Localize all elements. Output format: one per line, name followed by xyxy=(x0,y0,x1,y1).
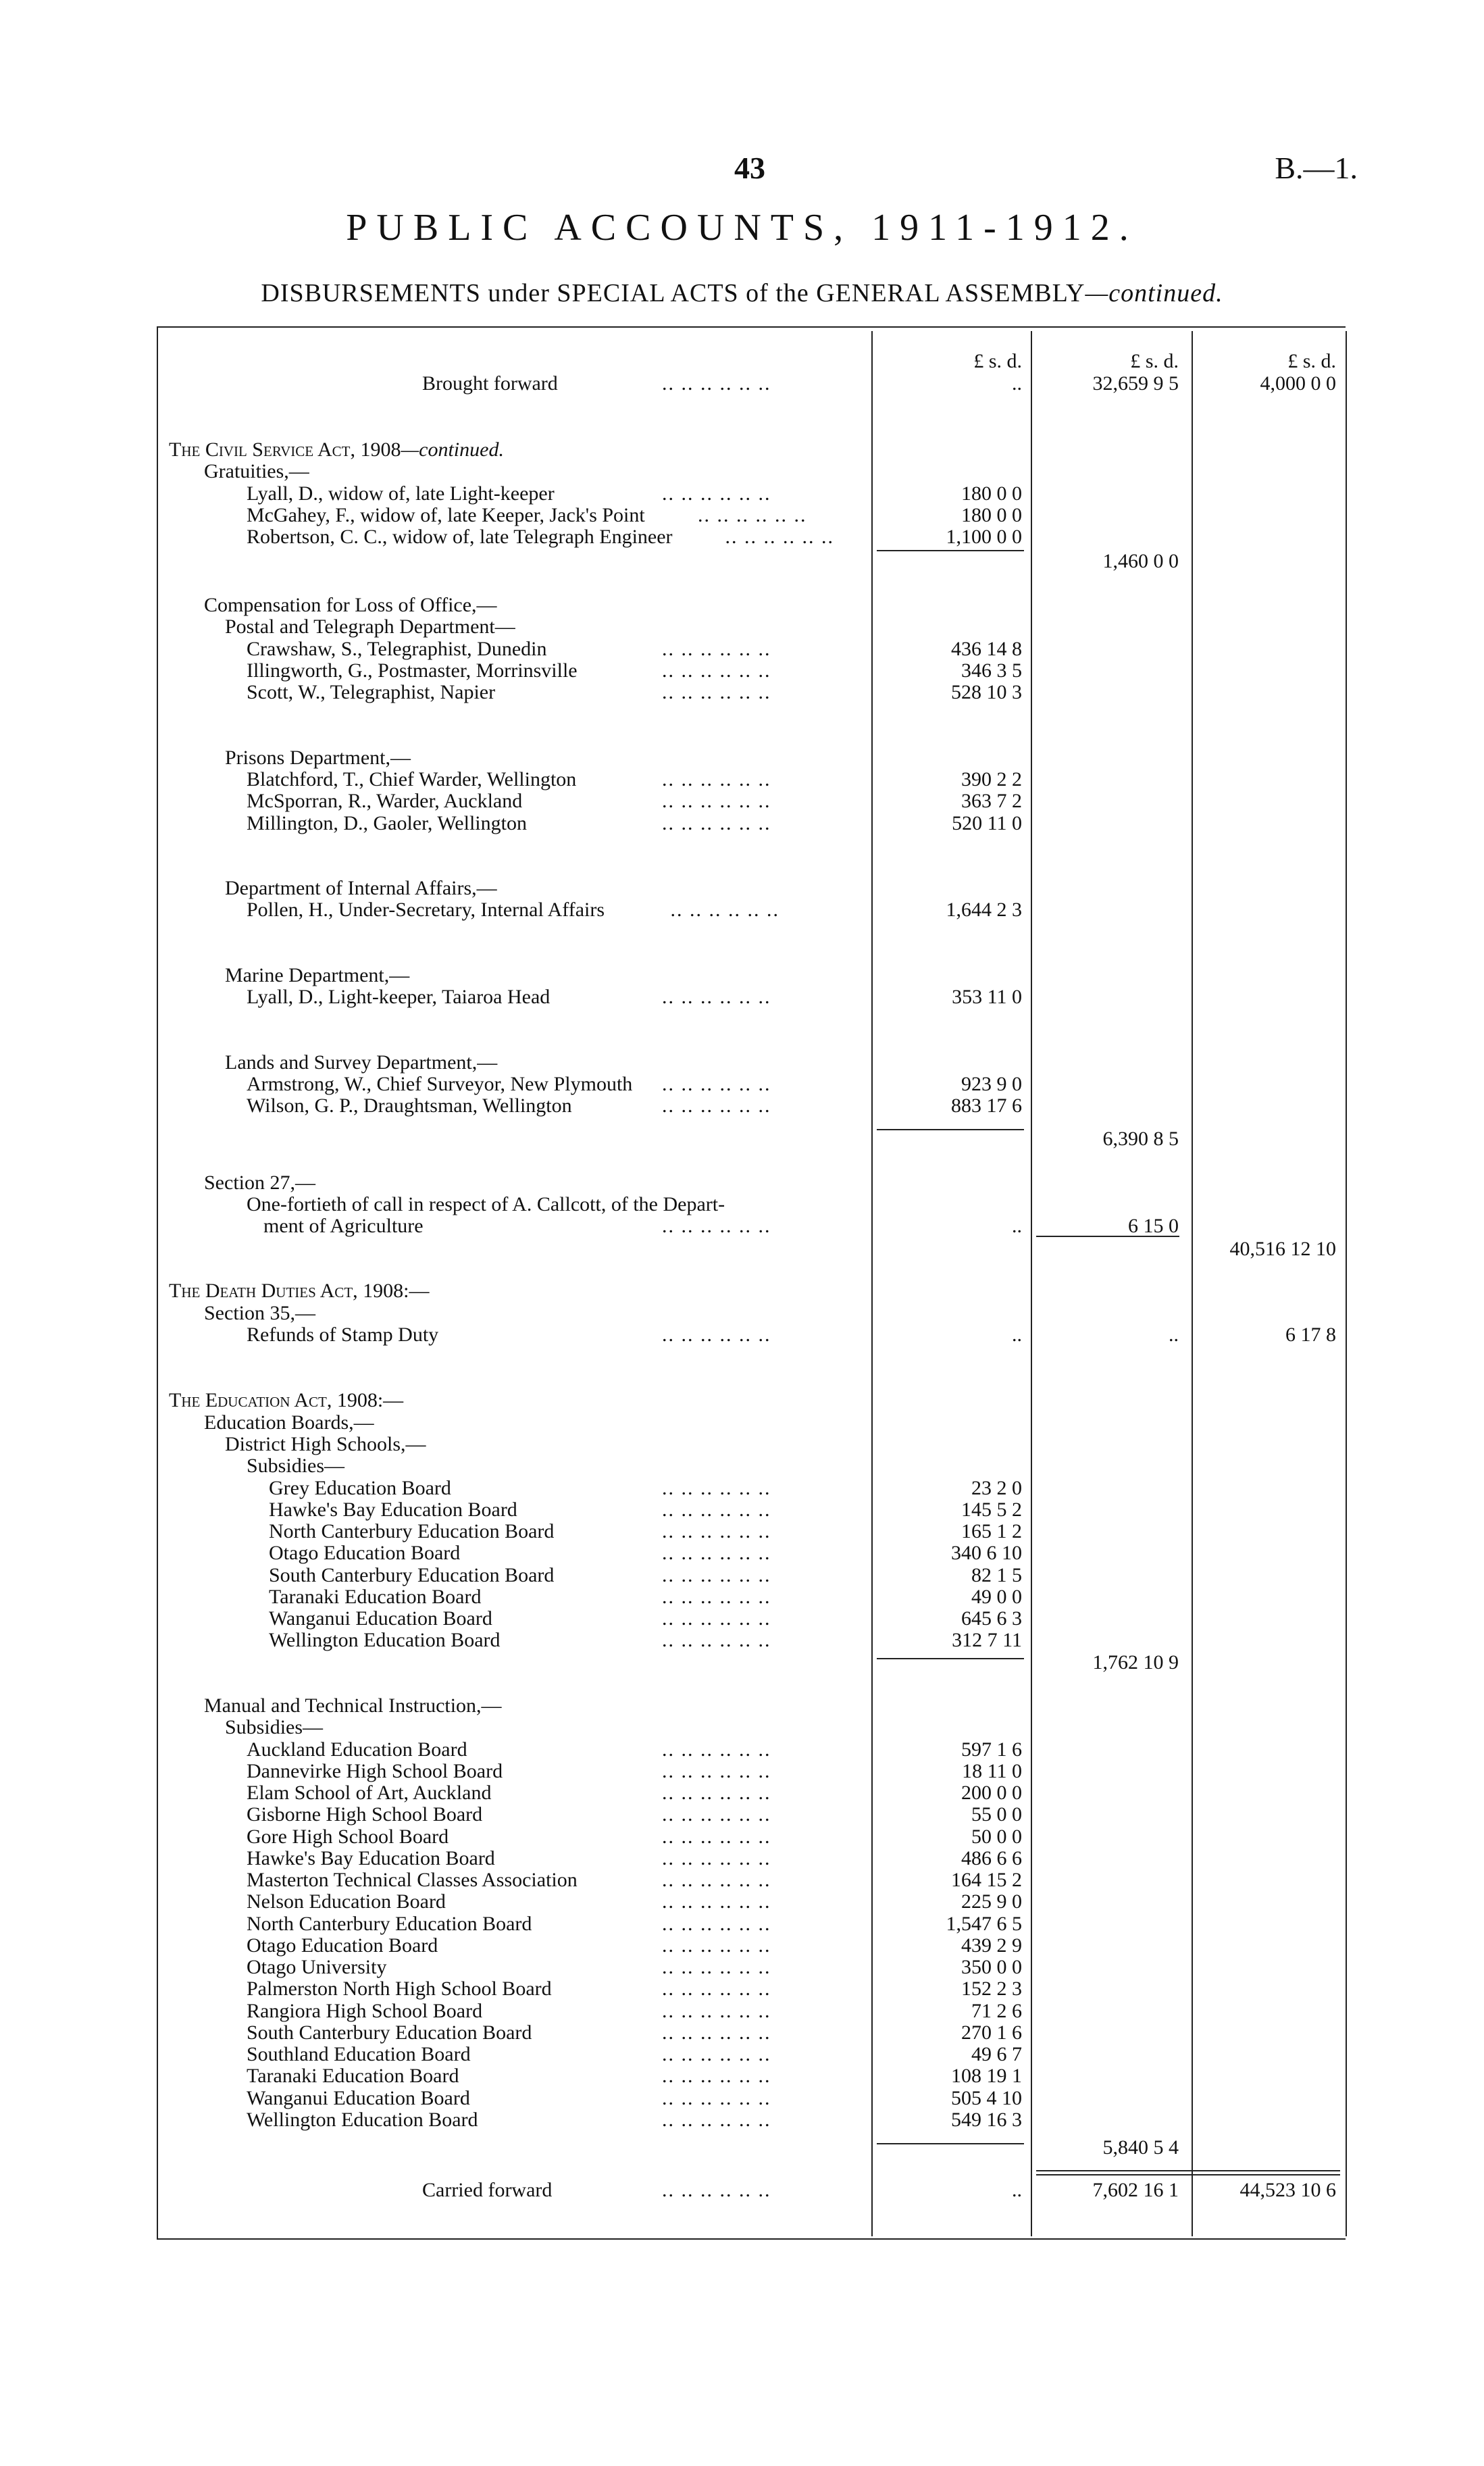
leader-dots: .. .. .. .. .. .. xyxy=(662,2109,771,2131)
subtitle-main: DISBURSEMENTS under SPECIAL ACTS of the GENERAL ASSEMBLY xyxy=(261,279,1085,307)
leader-dots: .. .. .. .. .. .. xyxy=(662,2001,771,2022)
row-label: Crawshaw, S., Telegraphist, Dunedin xyxy=(247,638,547,660)
amount-c1: 49 6 7 xyxy=(971,2043,1022,2065)
row-label: McGahey, F., widow of, late Keeper, Jack's Point xyxy=(247,504,645,526)
amount-c1: 55 0 0 xyxy=(971,1803,1022,1826)
row-label: Elam School of Art, Auckland xyxy=(247,1782,492,1804)
amount-c3: 40,516 12 10 xyxy=(1229,1238,1336,1260)
leader-dots: .. .. .. .. .. .. xyxy=(662,1935,771,1957)
leader-dots: .. .. .. .. .. .. xyxy=(662,1804,771,1826)
table-row xyxy=(0,373,1484,395)
table-row xyxy=(0,1630,1484,1651)
table-top-rule xyxy=(157,326,1346,328)
leader-dots: .. .. .. .. .. .. xyxy=(662,1739,771,1761)
table-row xyxy=(0,2065,1484,2087)
leader-dots: .. .. .. .. .. .. xyxy=(662,1957,771,1978)
table-row xyxy=(0,1074,1484,1095)
amount-c1: 350 0 0 xyxy=(961,1956,1022,1978)
row-label: Education Boards,— xyxy=(204,1411,374,1434)
col3-header: £ s. d. xyxy=(1287,350,1336,372)
leader-dots: .. .. .. .. .. .. xyxy=(662,1521,771,1542)
amount-c2: 1,460 0 0 xyxy=(1102,550,1179,572)
amount-c1: 200 0 0 xyxy=(961,1782,1022,1804)
leader-dots: .. .. .. .. .. .. xyxy=(662,1978,771,2000)
table-row xyxy=(0,660,1484,682)
leader-dots: .. .. .. .. .. .. xyxy=(662,1891,771,1913)
row-label: South Canterbury Education Board xyxy=(247,2021,532,2044)
row-label: Armstrong, W., Chief Surveyor, New Plymouth xyxy=(247,1073,633,1095)
table-row xyxy=(0,878,1484,899)
amount-c2: 5,840 5 4 xyxy=(1102,2136,1179,2159)
amount-c1: .. xyxy=(1012,372,1022,395)
table-row xyxy=(0,1608,1484,1630)
table-row xyxy=(0,1215,1484,1237)
table-row xyxy=(0,1717,1484,1738)
row-label: Subsidies— xyxy=(247,1455,345,1477)
row-label: Otago Education Board xyxy=(247,1934,438,1957)
table-row xyxy=(0,526,1484,548)
row-label: Wilson, G. P., Draughtsman, Wellington xyxy=(247,1094,572,1117)
table-row xyxy=(0,595,1484,616)
amount-c1: 71 2 6 xyxy=(971,2000,1022,2022)
row-label: Lyall, D., widow of, late Light-keeper xyxy=(247,482,555,505)
leader-dots: .. .. .. .. .. .. xyxy=(662,483,771,505)
table-row xyxy=(0,1978,1484,2000)
table-row xyxy=(0,1280,1484,1302)
table-row xyxy=(0,2001,1484,2022)
leader-dots: .. .. .. .. .. .. xyxy=(662,769,771,790)
table-row xyxy=(0,1521,1484,1542)
row-label: The Civil Service Act, 1908—continued. xyxy=(169,438,504,461)
leader-dots: .. .. .. .. .. .. xyxy=(662,1074,771,1095)
leader-dots: .. .. .. .. .. .. xyxy=(662,1478,771,1499)
table-row xyxy=(0,616,1484,638)
amount-c1: 520 11 0 xyxy=(952,812,1022,834)
col2-header: £ s. d. xyxy=(1130,350,1179,372)
row-label: Pollen, H., Under-Secretary, Internal Affairs xyxy=(247,899,605,921)
row-label: Rangiora High School Board xyxy=(247,2000,483,2022)
leader-dots: .. .. .. .. .. .. xyxy=(662,986,771,1008)
table-row xyxy=(0,1455,1484,1477)
table-row xyxy=(0,1095,1484,1117)
table-row xyxy=(0,1695,1484,1717)
amount-c3: 4,000 0 0 xyxy=(1260,372,1336,395)
row-label: Robertson, C. C., widow of, late Telegraph Engineer xyxy=(247,526,673,548)
table-row xyxy=(0,551,1484,572)
amount-c1: 180 0 0 xyxy=(961,482,1022,505)
table-row xyxy=(0,899,1484,921)
leader-dots: .. .. .. .. .. .. xyxy=(662,1869,771,1891)
row-label: Illingworth, G., Postmaster, Morrinsville xyxy=(247,659,578,682)
amount-c1: 164 15 2 xyxy=(951,1869,1022,1891)
row-label: Auckland Education Board xyxy=(247,1738,467,1761)
amount-c1: 49 0 0 xyxy=(971,1586,1022,1608)
row-label: North Canterbury Education Board xyxy=(247,1913,532,1935)
table-row xyxy=(0,1782,1484,1804)
table-row xyxy=(0,1052,1484,1074)
amount-c2: 7,602 16 1 xyxy=(1092,2179,1179,2201)
leader-dots: .. .. .. .. .. .. xyxy=(662,682,771,703)
row-label: One-fortieth of call in respect of A. Callcott, of the Depart- xyxy=(247,1193,725,1215)
amount-c1: 225 9 0 xyxy=(961,1890,1022,1913)
leader-dots: .. .. .. .. .. .. xyxy=(662,638,771,660)
amount-c1: 549 16 3 xyxy=(951,2109,1022,2131)
row-label: Blatchford, T., Chief Warder, Wellington xyxy=(247,768,577,790)
total-rule xyxy=(1036,2174,1340,2175)
amount-c1: 390 2 2 xyxy=(961,768,1022,790)
row-label: Otago Education Board xyxy=(269,1542,461,1564)
row-label: Masterton Technical Classes Association xyxy=(247,1869,578,1891)
leader-dots: .. .. .. .. .. .. xyxy=(662,1542,771,1564)
table-row xyxy=(0,813,1484,834)
leader-dots: .. .. .. .. .. .. xyxy=(662,1565,771,1586)
amount-c1: 23 2 0 xyxy=(971,1477,1022,1499)
row-label: Hawke's Bay Education Board xyxy=(269,1499,517,1521)
amount-c1: 50 0 0 xyxy=(971,1826,1022,1848)
leader-dots: .. .. .. .. .. .. xyxy=(670,899,779,921)
table-row xyxy=(0,1804,1484,1826)
amount-c1: 165 1 2 xyxy=(961,1520,1022,1542)
amount-c1: 486 6 6 xyxy=(961,1847,1022,1869)
table-row xyxy=(0,1478,1484,1499)
row-label: Scott, W., Telegraphist, Napier xyxy=(247,681,496,703)
amount-c2: .. xyxy=(1169,1324,1179,1346)
leader-dots: .. .. .. .. .. .. xyxy=(662,2065,771,2087)
page-number: 43 xyxy=(734,151,765,185)
table-row xyxy=(0,2137,1484,2159)
amount-c1: 145 5 2 xyxy=(961,1499,1022,1521)
leader-dots: .. .. .. .. .. .. xyxy=(662,2088,771,2109)
table-row xyxy=(0,769,1484,790)
table-row xyxy=(0,1390,1484,1411)
table-row xyxy=(0,1565,1484,1586)
leader-dots: .. .. .. .. .. .. xyxy=(662,660,771,682)
row-label: The Education Act, 1908:— xyxy=(169,1389,404,1411)
table-row xyxy=(0,2088,1484,2109)
table-row xyxy=(0,1761,1484,1782)
table-row xyxy=(0,1412,1484,1434)
leader-dots: .. .. .. .. .. .. xyxy=(662,1324,771,1346)
leader-dots: .. .. .. .. .. .. xyxy=(662,2044,771,2065)
table-row xyxy=(0,2109,1484,2131)
row-label: District High Schools,— xyxy=(225,1433,426,1455)
table-row xyxy=(0,1869,1484,1891)
table-row xyxy=(0,1324,1484,1346)
amount-c1: 505 4 10 xyxy=(951,2087,1022,2109)
row-label: North Canterbury Education Board xyxy=(269,1520,555,1542)
leader-dots: .. .. .. .. .. .. xyxy=(662,790,771,812)
row-label: Gore High School Board xyxy=(247,1826,449,1848)
table-row xyxy=(0,1194,1484,1215)
row-label: Otago University xyxy=(247,1956,387,1978)
leader-dots: .. .. .. .. .. .. xyxy=(662,1848,771,1869)
row-label: Compensation for Loss of Office,— xyxy=(204,594,497,616)
table-row xyxy=(0,1739,1484,1761)
amount-c2: 1,762 10 9 xyxy=(1092,1651,1179,1674)
leader-dots: .. .. .. .. .. .. xyxy=(662,2022,771,2044)
amount-c1: 883 17 6 xyxy=(951,1094,1022,1117)
amount-c3: 6 17 8 xyxy=(1285,1324,1336,1346)
row-label: Wellington Education Board xyxy=(247,2109,478,2131)
table-row xyxy=(0,439,1484,461)
table-row xyxy=(0,1434,1484,1455)
total-rule xyxy=(1036,2170,1340,2171)
row-label: Manual and Technical Instruction,— xyxy=(204,1694,502,1717)
table-row xyxy=(0,1499,1484,1521)
row-label: Refunds of Stamp Duty xyxy=(247,1324,439,1346)
leader-dots: .. .. .. .. .. .. xyxy=(662,1913,771,1935)
row-label: ment of Agriculture xyxy=(263,1215,424,1237)
table-row xyxy=(0,747,1484,769)
row-label: Section 27,— xyxy=(204,1172,315,1194)
amount-c1: 152 2 3 xyxy=(961,1978,1022,2000)
amount-c1: 340 6 10 xyxy=(951,1542,1022,1564)
row-label: Section 35,— xyxy=(204,1302,315,1324)
leader-dots: .. .. .. .. .. .. xyxy=(662,1608,771,1630)
row-label: Gratuities,— xyxy=(204,460,309,482)
leader-dots: .. .. .. .. .. .. xyxy=(662,1761,771,1782)
row-label: Subsidies— xyxy=(225,1716,324,1738)
amount-c1: .. xyxy=(1012,2179,1022,2201)
table-row xyxy=(0,986,1484,1008)
table-subtitle xyxy=(0,278,1484,308)
table-row xyxy=(0,1957,1484,1978)
col1-header: £ s. d. xyxy=(973,350,1022,372)
table-row xyxy=(0,1826,1484,1848)
row-label: Wanganui Education Board xyxy=(247,2087,470,2109)
amount-c1: 436 14 8 xyxy=(951,638,1022,660)
table-row xyxy=(0,682,1484,703)
leader-dots: .. .. .. .. .. .. xyxy=(725,526,834,548)
row-label: Gisborne High School Board xyxy=(247,1803,483,1826)
row-label: Wellington Education Board xyxy=(269,1629,501,1651)
row-label: Dannevirke High School Board xyxy=(247,1760,503,1782)
row-label: Marine Department,— xyxy=(225,964,410,986)
table-row xyxy=(0,790,1484,812)
row-label: Palmerston North High School Board xyxy=(247,1978,552,2000)
row-label: Grey Education Board xyxy=(269,1477,451,1499)
leader-dots: .. .. .. .. .. .. xyxy=(662,1586,771,1608)
leader-dots: .. .. .. .. .. .. xyxy=(662,813,771,834)
table-row xyxy=(0,638,1484,660)
table-row xyxy=(0,1128,1484,1150)
amount-c1: 82 1 5 xyxy=(971,1564,1022,1586)
row-label: Southland Education Board xyxy=(247,2043,471,2065)
row-label: Nelson Education Board xyxy=(247,1890,446,1913)
table-row xyxy=(0,1303,1484,1324)
amount-c1: 1,547 6 5 xyxy=(946,1913,1022,1935)
row-label: Taranaki Education Board xyxy=(269,1586,482,1608)
amount-c1: 346 3 5 xyxy=(961,659,1022,682)
amount-c1: 18 11 0 xyxy=(962,1760,1022,1782)
table-row xyxy=(0,1913,1484,1935)
table-row xyxy=(0,1652,1484,1674)
page-title: PUBLIC ACCOUNTS, 1911-1912. xyxy=(346,207,1138,249)
leader-dots: .. .. .. .. .. .. xyxy=(662,1215,771,1237)
leader-dots: .. .. .. .. .. .. xyxy=(662,1826,771,1848)
amount-c3: 44,523 10 6 xyxy=(1239,2179,1336,2201)
row-label: Lyall, D., Light-keeper, Taiaroa Head xyxy=(247,986,551,1008)
table-row xyxy=(0,1891,1484,1913)
table-bottom-rule xyxy=(157,2238,1346,2240)
row-label: Prisons Department,— xyxy=(225,747,411,769)
table-row xyxy=(0,1238,1484,1260)
leader-dots: .. .. .. .. .. .. xyxy=(698,505,807,526)
leader-dots: .. .. .. .. .. .. xyxy=(662,2180,771,2201)
amount-c1: 1,644 2 3 xyxy=(946,899,1022,921)
row-label: Postal and Telegraph Department— xyxy=(225,615,515,638)
leader-dots: .. .. .. .. .. .. xyxy=(662,1499,771,1521)
table-row xyxy=(0,505,1484,526)
leader-dots: .. .. .. .. .. .. xyxy=(662,1095,771,1117)
amount-c1: 439 2 9 xyxy=(961,1934,1022,1957)
amount-c1: 645 6 3 xyxy=(961,1607,1022,1630)
amount-c2: 6 15 0 xyxy=(1128,1215,1179,1237)
table-row xyxy=(0,483,1484,505)
table-row xyxy=(0,965,1484,986)
row-label: South Canterbury Education Board xyxy=(269,1564,555,1586)
amount-c1: 353 11 0 xyxy=(952,986,1022,1008)
amount-c2: 6,390 8 5 xyxy=(1102,1128,1179,1150)
leader-dots: .. .. .. .. .. .. xyxy=(662,373,771,395)
amount-c1: .. xyxy=(1012,1215,1022,1237)
row-label: McSporran, R., Warder, Auckland xyxy=(247,790,523,812)
amount-c1: 363 7 2 xyxy=(961,790,1022,812)
table-row xyxy=(0,1935,1484,1957)
row-label: The Death Duties Act, 1908:— xyxy=(169,1280,430,1302)
amount-c1: .. xyxy=(1012,1324,1022,1346)
table-row xyxy=(0,1848,1484,1869)
table-row xyxy=(0,461,1484,482)
amount-c2: 32,659 9 5 xyxy=(1092,372,1179,395)
row-label: Department of Internal Affairs,— xyxy=(225,877,497,899)
row-label: Wanganui Education Board xyxy=(269,1607,492,1630)
amount-c1: 597 1 6 xyxy=(961,1738,1022,1761)
amount-c1: 108 19 1 xyxy=(951,2065,1022,2087)
row-label: Hawke's Bay Education Board xyxy=(247,1847,495,1869)
row-label: Brought forward xyxy=(422,372,558,395)
leader-dots: .. .. .. .. .. .. xyxy=(662,1782,771,1804)
amount-c1: 270 1 6 xyxy=(961,2021,1022,2044)
row-label: Carried forward xyxy=(422,2179,553,2201)
table-row xyxy=(0,1586,1484,1608)
leader-dots: .. .. .. .. .. .. xyxy=(662,1630,771,1651)
page-reference: B.—1. xyxy=(1275,151,1358,185)
table-row xyxy=(0,1172,1484,1194)
table-row xyxy=(0,2022,1484,2044)
amount-c1: 923 9 0 xyxy=(961,1073,1022,1095)
table-row xyxy=(0,1542,1484,1564)
amount-c1: 312 7 11 xyxy=(952,1629,1022,1651)
subtitle-continued: —continued. xyxy=(1085,279,1223,307)
row-label: Millington, D., Gaoler, Wellington xyxy=(247,812,527,834)
row-label: Lands and Survey Department,— xyxy=(225,1051,498,1074)
row-label: Taranaki Education Board xyxy=(247,2065,459,2087)
table-row xyxy=(0,2180,1484,2201)
amount-c1: 1,100 0 0 xyxy=(946,526,1022,548)
table-row xyxy=(0,2044,1484,2065)
amount-c1: 528 10 3 xyxy=(951,681,1022,703)
amount-c1: 180 0 0 xyxy=(961,504,1022,526)
